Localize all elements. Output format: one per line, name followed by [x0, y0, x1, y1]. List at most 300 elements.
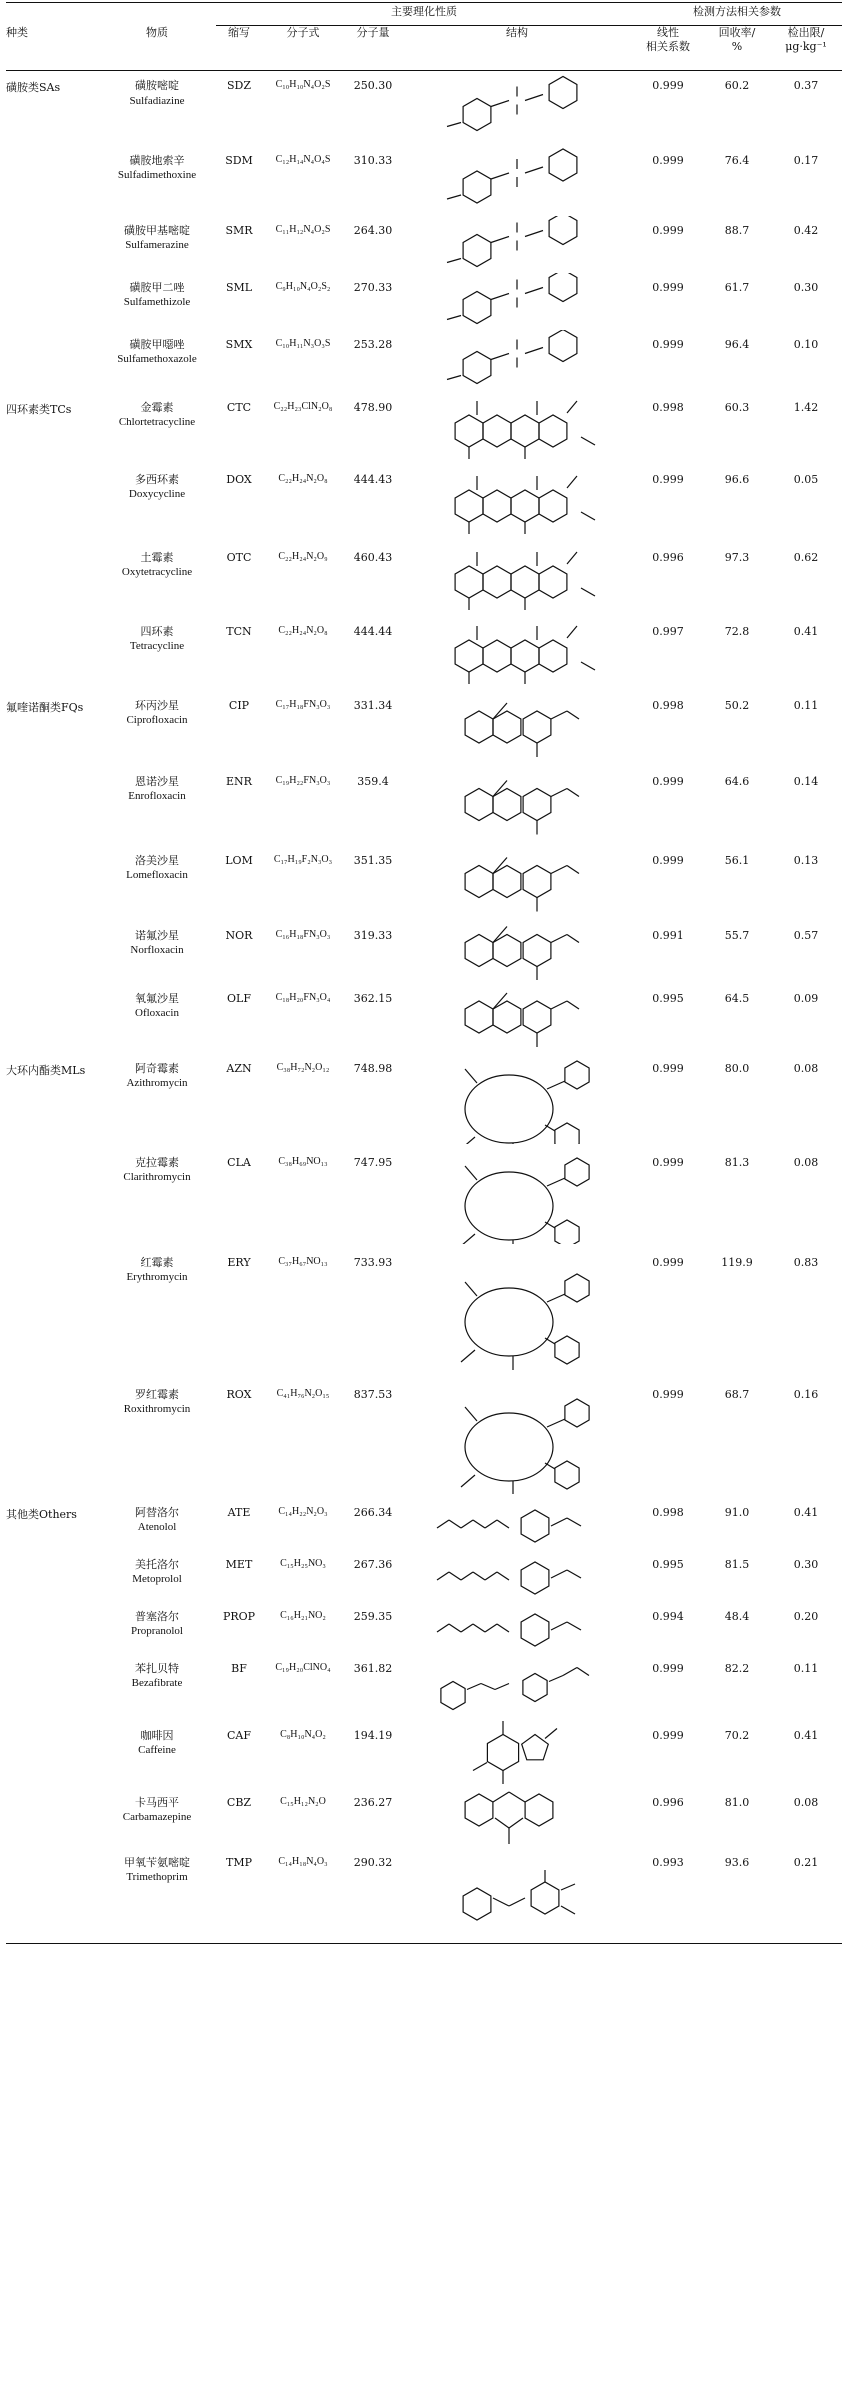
category-cell: 四环素类TCs [6, 402, 72, 416]
table-row [6, 1602, 842, 1654]
linear-coef-cell: 0.999 [652, 853, 684, 867]
recovery-cell: 76.4 [724, 153, 750, 167]
formula-cell: C₁₇H₁₈FN₃O₃ [275, 698, 331, 710]
beta-blocker-structure-icon [417, 1550, 617, 1598]
abbr-cell: CIP [228, 698, 250, 712]
macrolide-structure-icon [417, 1248, 617, 1376]
substance-cell [98, 543, 216, 617]
mw-cell: 460.43 [353, 550, 393, 564]
fluoroquinolone-structure-icon [417, 846, 617, 917]
substance-name-cn: 磺胺甲基嘧啶 [124, 223, 190, 237]
category-cell [6, 330, 98, 393]
structure-cell [402, 1654, 632, 1721]
table-row [6, 1721, 842, 1788]
substance-name-cn: 卡马西平 [135, 1795, 179, 1809]
formula-cell: C₁₉H₂₀ClNO₄ [275, 1661, 331, 1673]
substance-name-cn: 洛美沙星 [135, 853, 179, 867]
substance-name-en: Ofloxacin [135, 1007, 179, 1020]
abbr-cell: NOR [225, 928, 253, 942]
substance-cell [98, 1550, 216, 1602]
structure-cell [402, 1788, 632, 1848]
structure-cell [402, 330, 632, 393]
structure-cell [402, 767, 632, 846]
recovery-cell: 61.7 [724, 280, 750, 294]
recovery-cell: 96.6 [724, 472, 750, 486]
lod-cell: 0.11 [793, 1661, 819, 1675]
mw-cell: 290.32 [344, 1848, 402, 1944]
substance-name-cn: 土霉素 [140, 550, 174, 564]
mw-cell: 747.95 [353, 1155, 393, 1169]
col-header-abbr: 缩写 [216, 26, 262, 71]
recovery-cell: 55.7 [724, 928, 750, 942]
recovery-cell: 91.0 [724, 1505, 750, 1519]
formula-cell: C₁₇H₁₉F₂N₃O₃ [273, 853, 333, 865]
group-props-header: 主要理化性质 [216, 3, 632, 26]
structure-cell [402, 691, 632, 767]
structure-cell [402, 1721, 632, 1788]
lod-cell: 0.37 [793, 79, 819, 92]
category-cell [6, 1550, 98, 1602]
table-row [6, 1498, 842, 1550]
substance-cell [98, 984, 216, 1054]
formula-cell: C₄₁H₇₆N₂O₁₅ [276, 1387, 330, 1399]
header-group-row [6, 3, 842, 26]
substance-name-en: Carbamazepine [122, 1811, 192, 1824]
macrolide-structure-icon [417, 1148, 617, 1244]
substance-name-en: Sulfamethizole [123, 296, 191, 309]
substance-name-cn: 多西环素 [135, 472, 179, 486]
structure-cell [402, 465, 632, 543]
substance-cell [98, 921, 216, 984]
recovery-cell: 48.4 [724, 1609, 750, 1623]
mw-cell: 361.82 [353, 1661, 393, 1675]
linear-coef-cell: 0.999 [652, 774, 684, 788]
substance-name-cn: 磺胺甲二唑 [129, 280, 185, 294]
structure-cell [402, 1248, 632, 1380]
lod-cell: 0.10 [793, 337, 819, 351]
structure-cell [402, 1148, 632, 1248]
lod-cell: 1.42 [793, 400, 819, 414]
sulfonamide-structure-icon [417, 273, 617, 326]
lod-cell: 0.83 [793, 1255, 819, 1269]
linear-coef-cell: 0.998 [652, 1505, 684, 1519]
lod-cell: 0.08 [793, 1795, 819, 1809]
linear-coef-cell: 0.999 [652, 337, 684, 351]
header-column-row [6, 26, 842, 71]
abbr-cell: OLF [227, 991, 251, 1005]
mw-cell: 266.34 [353, 1505, 393, 1519]
table-row [6, 1848, 842, 1944]
substance-name-en: Chlortetracycline [118, 416, 196, 429]
formula-cell: C₁₄H₂₂N₂O₃ [278, 1505, 328, 1517]
mw-cell: 267.36 [353, 1557, 393, 1571]
substance-cell [98, 1721, 216, 1788]
recovery-cell: 56.1 [724, 853, 750, 867]
category-cell [6, 984, 98, 1054]
recovery-cell: 50.2 [724, 698, 750, 712]
lod-cell: 0.41 [793, 1505, 819, 1519]
substance-name-cn: 罗红霉素 [135, 1387, 179, 1401]
substance-name-en: Propranolol [131, 1625, 183, 1638]
lod-cell: 0.41 [793, 1728, 819, 1742]
substance-name-cn: 磺胺地索辛 [129, 153, 185, 167]
substance-name-cn: 四环素 [140, 624, 174, 638]
substance-name-en: Sulfadimethoxine [117, 169, 197, 182]
category-cell [6, 617, 98, 691]
formula-cell: C₁₉H₂₂FN₃O₃ [275, 774, 331, 786]
formula-cell: C₈H₁₀N₄O₂ [280, 1728, 326, 1740]
linear-coef-cell: 0.993 [632, 1848, 704, 1944]
recovery-cell: 64.5 [724, 991, 750, 1005]
structure-cell [402, 146, 632, 216]
recovery-cell: 82.2 [724, 1661, 750, 1675]
structure-cell [402, 617, 632, 691]
abbr-cell: DOX [226, 472, 252, 486]
linear-coef-cell: 0.999 [652, 79, 684, 92]
substance-name-en: Norfloxacin [130, 944, 184, 957]
substance-name-cn: 苯扎贝特 [135, 1661, 179, 1675]
mw-cell: 362.15 [353, 991, 393, 1005]
substance-cell [98, 1848, 216, 1944]
abbr-cell: CAF [227, 1728, 251, 1742]
table-row [6, 921, 842, 984]
recovery-cell: 96.4 [724, 337, 750, 351]
table-row [6, 146, 842, 216]
abbr-cell: CBZ [226, 1795, 252, 1809]
abbr-cell: LOM [225, 853, 253, 867]
structure-cell [402, 393, 632, 465]
substance-cell [98, 1788, 216, 1848]
lod-cell: 0.08 [793, 1061, 819, 1075]
formula-cell: C₃₈H₆₉NO₁₃ [278, 1155, 328, 1167]
substance-cell [98, 846, 216, 921]
table-row [6, 216, 842, 273]
mw-cell: 478.90 [353, 400, 393, 414]
category-cell [6, 1654, 98, 1721]
substance-name-en: Lomefloxacin [126, 869, 188, 882]
table-row [6, 393, 842, 465]
lod-cell: 0.08 [793, 1155, 819, 1169]
table-row [6, 1380, 842, 1498]
substance-name-cn: 恩诺沙星 [135, 774, 179, 788]
substance-cell [98, 1380, 216, 1498]
abbr-cell: ATE [227, 1505, 251, 1519]
abbr-cell: SMR [225, 223, 253, 237]
linear-coef-cell: 0.999 [652, 1661, 684, 1675]
col-header-formula: 分子式 [262, 26, 344, 71]
recovery-cell: 81.5 [724, 1557, 750, 1571]
mw-cell: 264.30 [353, 223, 393, 237]
substance-cell [98, 691, 216, 767]
compound-table [6, 2, 842, 1944]
substance-name-en: Roxithromycin [123, 1403, 191, 1416]
recovery-cell: 64.6 [724, 774, 750, 788]
sulfonamide-structure-icon [417, 216, 617, 269]
abbr-cell: TCN [226, 624, 252, 638]
category-cell [6, 216, 98, 273]
mw-cell: 748.98 [353, 1061, 393, 1075]
substance-cell [98, 273, 216, 330]
lod-cell: 0.30 [793, 1557, 819, 1571]
category-cell [6, 767, 98, 846]
substance-cell [98, 1248, 216, 1380]
recovery-cell: 68.7 [724, 1387, 750, 1401]
sulfonamide-structure-icon [417, 71, 617, 142]
formula-cell: C₁₀H₁₀N₄O₂S [275, 79, 331, 90]
table-row [6, 1550, 842, 1602]
abbr-cell: PROP [222, 1609, 256, 1623]
substance-name-cn: 甲氧苄氨嘧啶 [124, 1855, 190, 1869]
mw-cell: 319.33 [353, 928, 393, 942]
substance-name-en: Azithromycin [126, 1077, 188, 1090]
formula-cell: C₁₆H₂₁NO₂ [280, 1609, 326, 1621]
mw-cell: 351.35 [353, 853, 393, 867]
formula-cell: C₃₇H₆₇NO₁₃ [278, 1255, 328, 1267]
structure-cell [402, 1550, 632, 1602]
table-row [6, 1054, 842, 1148]
substance-name-en: Oxytetracycline [121, 566, 193, 579]
category-cell [6, 273, 98, 330]
linear-coef-cell: 0.999 [652, 1061, 684, 1075]
category-cell [6, 1380, 98, 1498]
table-row [6, 846, 842, 921]
structure-cell [402, 71, 632, 146]
structure-cell [402, 216, 632, 273]
linear-coef-cell: 0.998 [652, 698, 684, 712]
substance-name-cn: 克拉霉素 [135, 1155, 179, 1169]
category-cell: 磺胺类SAs [6, 81, 61, 94]
lod-cell: 0.17 [793, 153, 819, 167]
category-cell [6, 1721, 98, 1788]
lod-cell: 0.13 [793, 853, 819, 867]
category-cell [6, 1788, 98, 1848]
lod-cell: 0.09 [793, 991, 819, 1005]
table-row [6, 617, 842, 691]
substance-name-cn: 阿替洛尔 [135, 1505, 179, 1519]
table-row [6, 543, 842, 617]
structure-cell [402, 846, 632, 921]
group-method-header: 检测方法相关参数 [632, 3, 842, 26]
substance-name-en: Doxycycline [128, 488, 186, 501]
abbr-cell: SDM [225, 153, 253, 167]
substance-name-cn: 金霉素 [140, 400, 174, 414]
recovery-cell: 60.3 [724, 400, 750, 414]
abbr-cell: SML [225, 280, 253, 294]
abbr-cell: ERY [227, 1255, 251, 1269]
sulfonamide-structure-icon [417, 146, 617, 212]
substance-name-en: Erythromycin [126, 1271, 188, 1284]
substance-cell [98, 465, 216, 543]
lod-cell: 0.05 [793, 472, 819, 486]
substance-name-en: Ciprofloxacin [126, 714, 188, 727]
fluoroquinolone-structure-icon [417, 921, 617, 980]
substance-name-en: Bezafibrate [131, 1677, 183, 1690]
recovery-cell: 80.0 [724, 1061, 750, 1075]
tetracycline-structure-icon [417, 393, 617, 461]
formula-cell: C₂₂H₂₄N₂O₉ [278, 550, 328, 562]
category-cell [6, 921, 98, 984]
linear-coef-cell: 0.999 [652, 223, 684, 237]
recovery-cell: 70.2 [724, 1728, 750, 1742]
structure-cell [402, 543, 632, 617]
formula-cell: C₉H₁₀N₄O₂S₂ [275, 280, 331, 292]
substance-name-en: Sulfadiazine [129, 94, 185, 107]
col-header-structure: 结构 [402, 26, 632, 71]
abbr-cell: CTC [226, 400, 252, 414]
lod-cell: 0.62 [793, 550, 819, 564]
substance-name-en: Clarithromycin [123, 1171, 191, 1184]
formula-cell: C₁₅H₂₅NO₃ [280, 1557, 326, 1569]
linear-coef-cell: 0.995 [652, 991, 684, 1005]
linear-coef-cell: 0.999 [652, 280, 684, 294]
category-cell [6, 146, 98, 216]
col-header-lod: 检出限/ μg·kg⁻¹ [770, 26, 842, 71]
trimethoprim-structure-icon [417, 1848, 617, 1940]
abbr-cell: BF [231, 1661, 247, 1675]
substance-name-en: Metoprolol [132, 1573, 182, 1586]
linear-coef-cell: 0.991 [652, 928, 684, 942]
fluoroquinolone-structure-icon [417, 767, 617, 842]
formula-cell: C₁₈H₂₀FN₃O₄ [275, 991, 331, 1003]
recovery-cell: 81.0 [724, 1795, 750, 1809]
table-row [6, 273, 842, 330]
category-cell: 大环内酯类MLs [6, 1063, 86, 1077]
recovery-cell: 93.6 [704, 1848, 770, 1944]
substance-name-en: Caffeine [138, 1744, 176, 1757]
lod-cell: 0.30 [793, 280, 819, 294]
linear-coef-cell: 0.999 [652, 1155, 684, 1169]
substance-name-en: Tetracycline [129, 640, 185, 653]
linear-coef-cell: 0.999 [652, 1255, 684, 1269]
linear-coef-cell: 0.996 [652, 1795, 684, 1809]
substance-name-cn: 磺胺甲噁唑 [129, 337, 185, 351]
structure-cell [402, 273, 632, 330]
carbamazepine-structure-icon [417, 1788, 617, 1844]
substance-cell [98, 1148, 216, 1248]
substance-name-en: Sulfamethoxazole [117, 353, 197, 366]
category-cell: 氟喹诺酮类FQs [6, 700, 84, 714]
lod-cell: 0.14 [793, 774, 819, 788]
substance-name-en: Trimethoprim [126, 1871, 188, 1884]
tetracycline-structure-icon [417, 543, 617, 613]
beta-blocker-structure-icon [417, 1602, 617, 1650]
substance-name-en: Enrofloxacin [128, 790, 186, 803]
table-row [6, 71, 842, 146]
mw-cell: 253.28 [353, 337, 393, 351]
table-row [6, 984, 842, 1054]
table-row [6, 691, 842, 767]
lod-cell: 0.21 [770, 1848, 842, 1944]
linear-coef-cell: 0.999 [652, 1728, 684, 1742]
recovery-cell: 72.8 [724, 624, 750, 638]
substance-cell [98, 330, 216, 393]
abbr-cell: ROX [226, 1387, 252, 1401]
substance-name-en: Atenolol [137, 1521, 177, 1534]
macrolide-structure-icon [417, 1054, 617, 1144]
mw-cell: 733.93 [353, 1255, 393, 1269]
mw-cell: 259.35 [353, 1609, 393, 1623]
substance-cell [98, 767, 216, 846]
table-row [6, 767, 842, 846]
substance-name-en: Sulfamerazine [125, 239, 189, 252]
formula-cell: C₁₄H₁₈N₄O₃ [262, 1848, 344, 1944]
lod-cell: 0.20 [793, 1609, 819, 1623]
table-row [6, 465, 842, 543]
mw-cell: 444.43 [353, 472, 393, 486]
substance-cell [98, 71, 216, 146]
mw-cell: 310.33 [353, 153, 393, 167]
linear-coef-cell: 0.999 [652, 1387, 684, 1401]
category-cell [6, 1602, 98, 1654]
lod-cell: 0.16 [793, 1387, 819, 1401]
caffeine-structure-icon [417, 1721, 617, 1784]
substance-name-cn: 咖啡因 [140, 1728, 174, 1742]
linear-coef-cell: 0.999 [652, 153, 684, 167]
recovery-cell: 81.3 [724, 1155, 750, 1169]
col-header-recovery: 回收率/ % [704, 26, 770, 71]
substance-cell [98, 146, 216, 216]
category-cell [6, 543, 98, 617]
lod-cell: 0.42 [793, 223, 819, 237]
linear-coef-cell: 0.994 [652, 1609, 684, 1623]
abbr-cell: OTC [226, 550, 252, 564]
formula-cell: C₁₆H₁₈FN₃O₃ [275, 928, 331, 940]
col-header-substance: 物质 [98, 26, 216, 71]
abbr-cell: ENR [226, 774, 252, 788]
substance-name-cn: 普塞洛尔 [135, 1609, 179, 1623]
recovery-cell: 119.9 [721, 1255, 753, 1269]
lod-cell: 0.57 [793, 928, 819, 942]
fluoroquinolone-structure-icon [417, 984, 617, 1050]
lod-cell: 0.41 [793, 624, 819, 638]
linear-coef-cell: 0.999 [652, 472, 684, 486]
formula-cell: C₁₅H₁₂N₂O [280, 1795, 326, 1807]
abbr-cell: CLA [227, 1155, 251, 1169]
category-cell [6, 1248, 98, 1380]
mw-cell: 331.34 [353, 698, 393, 712]
formula-cell: C₁₁H₁₂N₄O₂S [275, 223, 331, 235]
structure-cell [402, 1602, 632, 1654]
mw-cell: 837.53 [353, 1387, 393, 1401]
substance-name-cn: 诺氟沙星 [135, 928, 179, 942]
structure-cell [402, 921, 632, 984]
substance-cell [98, 216, 216, 273]
substance-cell [98, 617, 216, 691]
table-row [6, 1654, 842, 1721]
mw-cell: 270.33 [353, 280, 393, 294]
mw-cell: 359.4 [357, 774, 389, 788]
substance-cell [98, 1602, 216, 1654]
substance-name-cn: 阿奇霉素 [135, 1061, 179, 1075]
category-cell [6, 1848, 98, 1944]
linear-coef-cell: 0.996 [652, 550, 684, 564]
abbr-cell: TMP [216, 1848, 262, 1944]
substance-cell [98, 393, 216, 465]
macrolide-structure-icon [417, 1380, 617, 1494]
substance-name-cn: 磺胺嘧啶 [135, 79, 179, 92]
substance-name-cn: 氧氟沙星 [135, 991, 179, 1005]
substance-name-cn: 环丙沙星 [135, 698, 179, 712]
formula-cell: C₃₈H₇₂N₂O₁₂ [276, 1061, 330, 1073]
mw-cell: 250.30 [353, 79, 393, 92]
formula-cell: C₁₂H₁₄N₄O₄S [275, 153, 331, 165]
col-header-class: 种类 [6, 26, 98, 71]
substance-cell [98, 1498, 216, 1550]
mw-cell: 444.44 [353, 624, 393, 638]
category-cell: 其他类Others [6, 1507, 77, 1521]
tetracycline-structure-icon [417, 465, 617, 539]
abbr-cell: SMX [225, 337, 253, 351]
